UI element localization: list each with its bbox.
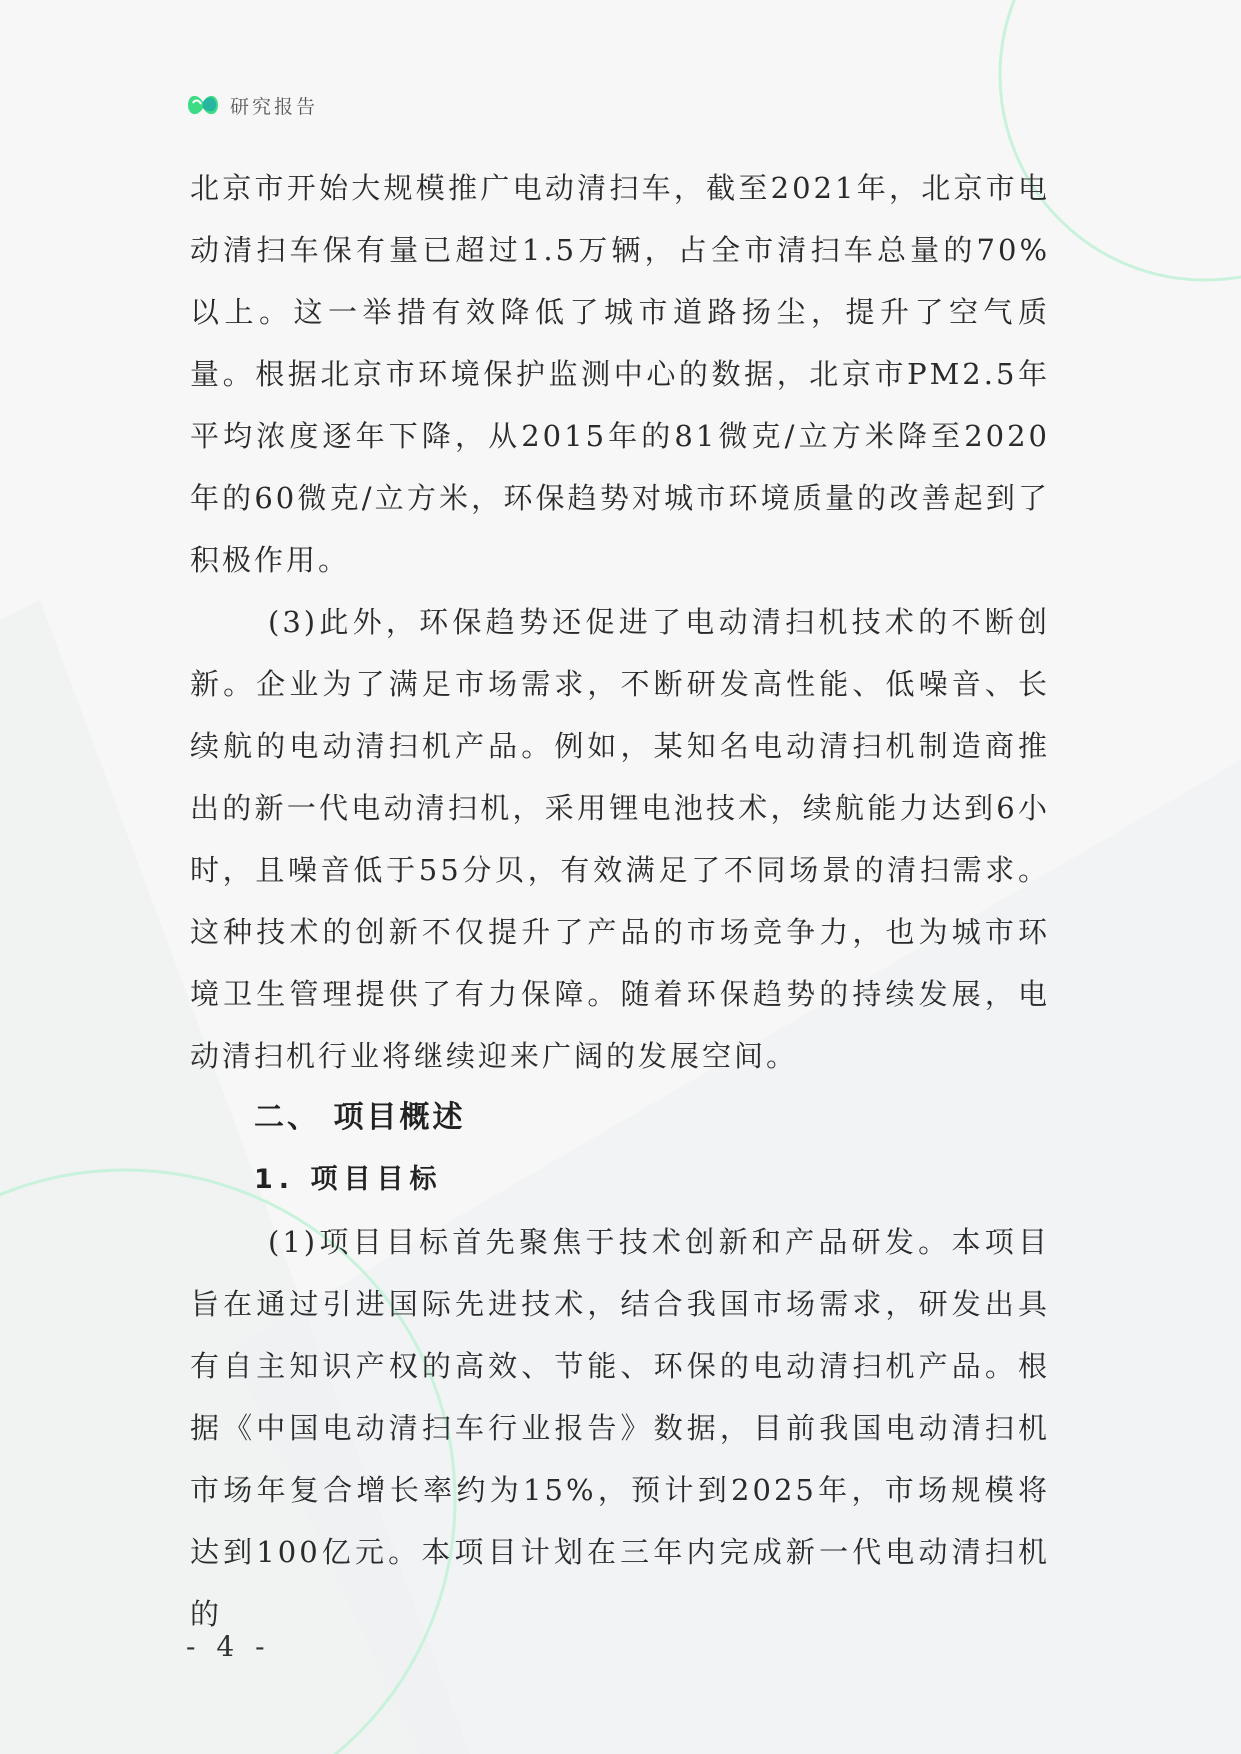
body-paragraph: 北京市开始大规模推广电动清扫车，截至2021年，北京市电动清扫车保有量已超过1.5万辆，占全市清扫车总量的70%以上。这一举措有效降低了城市道路扬尘，提升了空气质量。根据北京市环境保护监测中心的数据，北京市PM2.5年平均浓度逐年下降，从2015年的81微克/立方米降至2020年的60微克/立方米，环保趋势对城市环境质量的改善起到了积极作用。 bbox=[190, 171, 1050, 577]
page-number: - 4 - bbox=[186, 1630, 271, 1663]
subsection-heading: 1. 项目目标 bbox=[254, 1164, 443, 1195]
header-title: 研究报告 bbox=[230, 95, 319, 118]
body-paragraph: (3)此外，环保趋势还促进了电动清扫机技术的不断创新。企业为了满足市场需求，不断研发高性能、低噪音、长续航的电动清扫机产品。例如，某知名电动清扫机制造商推出的新一代电动清扫机，采用锂电池技术，续航能力达到6小时，且噪音低于55分贝，有效满足了不同场景的清扫需求。这种技术的创新不仅提升了产品的市场竞争力，也为城市环境卫生管理提供了有力保障。随着环保趋势的持续发展，电动清扫机行业将继续迎来广阔的发展空间。 bbox=[190, 605, 1050, 1073]
section-heading: 二、 项目概述 bbox=[254, 1100, 466, 1135]
body-paragraph: (1)项目目标首先聚焦于技术创新和产品研发。本项目旨在通过引进国际先进技术，结合我国市场需求，研发出具有自主知识产权的高效、节能、环保的电动清扫机产品。根据《中国电动清扫车行业报告》数据，目前我国电动清扫机市场年复合增长率约为15%，预计到2025年，市场规模将达到100亿元。本项目计划在三年内完成新一代电动清扫机的 bbox=[190, 1225, 1050, 1631]
brand-logo-icon bbox=[186, 90, 220, 120]
report-header bbox=[186, 88, 318, 122]
document-body bbox=[190, 157, 1050, 1645]
